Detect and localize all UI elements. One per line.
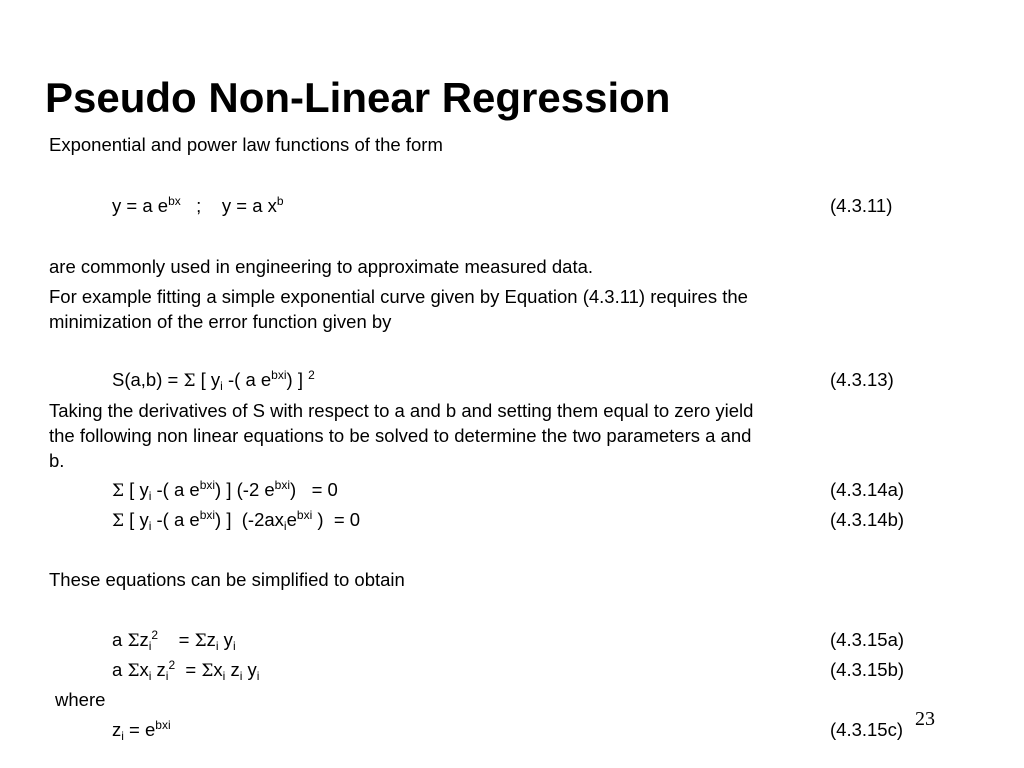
eq-subscript: i	[232, 639, 236, 653]
eq-text: ) = 0	[312, 509, 361, 530]
paragraph-simplify: These equations can be simplified to obtain	[49, 569, 405, 590]
eq-text: [ y	[124, 479, 149, 500]
sigma-symbol: Σ	[127, 631, 140, 651]
paragraph-derivatives-line-3: b.	[49, 450, 65, 471]
eq-text: =	[175, 659, 202, 680]
eq-subscript: i	[215, 639, 219, 653]
eq-text: =	[158, 629, 195, 650]
paragraph-example-line-2: minimization of the error function given by	[49, 311, 392, 332]
equation-4-3-14a	[112, 477, 338, 504]
slide-title: Pseudo Non-Linear Regression	[45, 74, 671, 121]
equation-number-4-3-15a: (4.3.15a)	[830, 629, 905, 650]
eq-text: ) ]	[286, 369, 309, 390]
eq-superscript: bx	[168, 194, 181, 208]
eq-text: S(a,b) =	[112, 369, 184, 390]
eq-text: x	[213, 659, 223, 680]
sigma-symbol: Σ	[194, 631, 207, 651]
equation-number-4-3-11: (4.3.11)	[830, 195, 893, 216]
sigma-symbol: Σ	[183, 371, 196, 391]
eq-text: a	[112, 629, 128, 650]
sigma-symbol: Σ	[127, 661, 140, 681]
paragraph-example-line-1: For example fitting a simple exponential curve given by Equation (4.3.11) requires the	[49, 286, 748, 307]
eq-text: ) ] (-2ax	[215, 509, 284, 530]
eq-subscript: i	[256, 669, 260, 683]
eq-subscript: i	[222, 669, 226, 683]
equation-4-3-15c	[112, 717, 171, 742]
equation-4-3-15b	[112, 657, 259, 684]
eq-subscript: i	[283, 519, 287, 533]
eq-text: z	[206, 629, 216, 650]
paragraph-derivatives-line-1: Taking the derivatives of S with respect to a and b and setting them equal to zero yield	[49, 400, 754, 421]
eq-text: z	[112, 719, 122, 740]
equation-number-4-3-15c: (4.3.15c)	[830, 719, 904, 740]
equation-4-3-11	[112, 193, 284, 218]
eq-text: z	[139, 629, 149, 650]
paragraph-common-use: are commonly used in engineering to approximate measured data.	[49, 256, 594, 277]
equation-4-3-13	[112, 367, 315, 394]
equation-number-4-3-14b: (4.3.14b)	[830, 509, 905, 530]
eq-superscript: bxi	[296, 508, 313, 522]
eq-text: = e	[123, 719, 156, 740]
eq-subscript: i	[148, 489, 152, 503]
eq-superscript: bxi	[199, 478, 216, 492]
eq-superscript: bxi	[155, 718, 171, 732]
eq-superscript: bxi	[199, 508, 216, 522]
eq-text: y = a e	[112, 195, 169, 216]
eq-subscript: i	[165, 669, 169, 683]
equation-number-4-3-15b: (4.3.15b)	[830, 659, 905, 680]
eq-text: z	[151, 659, 166, 680]
equation-number-4-3-13: (4.3.13)	[830, 369, 894, 390]
eq-text: ; y = a x	[180, 195, 277, 216]
eq-text: -( a e	[222, 369, 272, 390]
eq-text: y	[242, 659, 257, 680]
eq-text: z	[225, 659, 240, 680]
equation-4-3-15a	[112, 627, 236, 654]
eq-superscript: 2	[308, 368, 315, 382]
eq-text: y	[218, 629, 233, 650]
paragraph-intro: Exponential and power law functions of the form	[49, 134, 443, 155]
eq-text: -( a e	[151, 509, 200, 530]
eq-subscript: i	[220, 379, 223, 393]
paragraph-derivatives-line-2: the following non linear equations to be solved to determine the two parameters a and	[49, 425, 752, 446]
eq-text: ) = 0	[290, 479, 338, 500]
sigma-symbol: Σ	[112, 511, 125, 531]
eq-superscript: b	[276, 194, 284, 208]
equation-number-4-3-14a: (4.3.14a)	[830, 479, 905, 500]
eq-text: -( a e	[151, 479, 200, 500]
eq-superscript: bxi	[271, 368, 287, 382]
sigma-symbol: Σ	[201, 661, 214, 681]
eq-subscript: i	[239, 669, 243, 683]
eq-text: [ y	[195, 369, 221, 390]
eq-subscript: i	[148, 639, 152, 653]
eq-subscript: i	[148, 519, 152, 533]
eq-superscript: 2	[151, 628, 159, 642]
eq-text: ) ] (-2 e	[215, 479, 275, 500]
eq-text: a	[112, 659, 128, 680]
paragraph-where: where	[55, 689, 106, 710]
equation-4-3-14b	[112, 507, 360, 534]
eq-superscript: bxi	[274, 478, 291, 492]
sigma-symbol: Σ	[112, 481, 125, 501]
eq-subscript: i	[148, 669, 152, 683]
page-number: 23	[915, 708, 935, 730]
eq-text: x	[139, 659, 149, 680]
eq-subscript: i	[121, 729, 124, 743]
eq-superscript: 2	[168, 658, 176, 672]
eq-text: e	[286, 509, 297, 530]
eq-text: [ y	[124, 509, 149, 530]
